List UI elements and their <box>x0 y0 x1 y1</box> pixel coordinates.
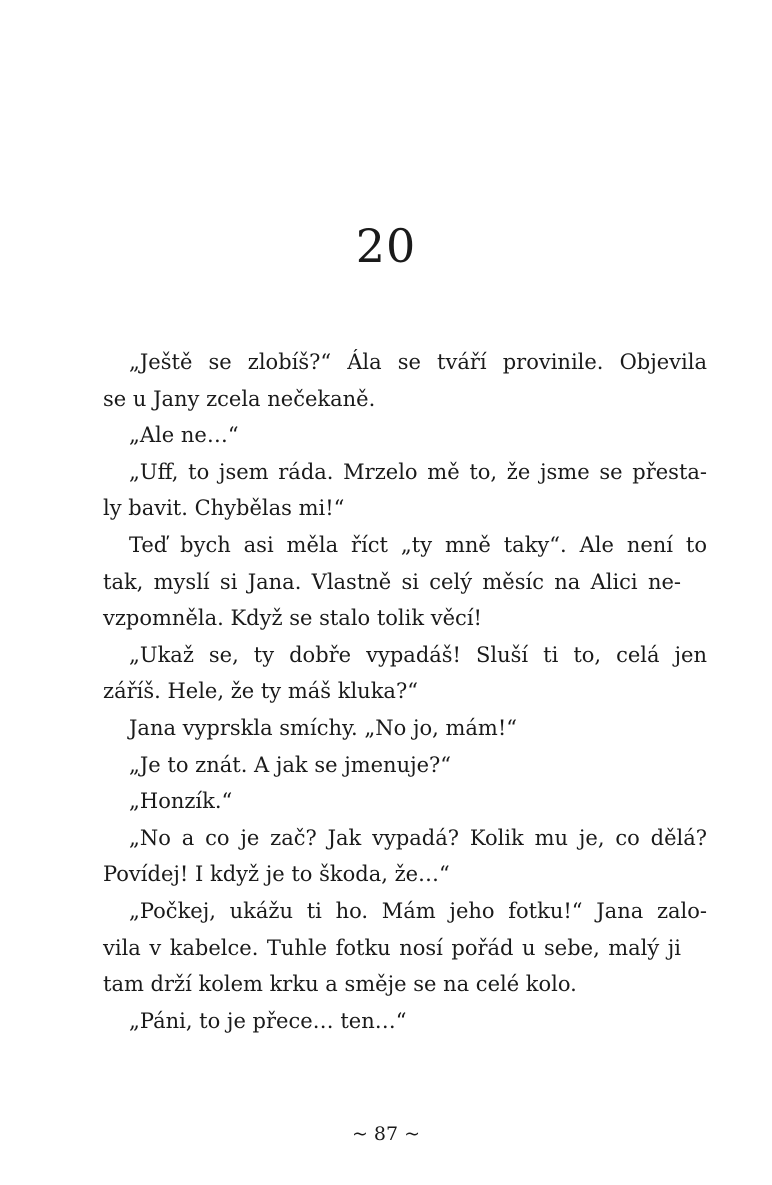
text-line: záříš. Hele, že ty máš kluka?“ <box>103 679 418 704</box>
text-line: „Počkej, ukážu ti ho. Mám jeho fotku!“ Jana zalo- <box>129 898 707 923</box>
text-line: ly bavit. Chybělas mi!“ <box>103 496 345 521</box>
text-line: vzpomněla. Když se stalo tolik věcí! <box>103 606 482 631</box>
text-line: vila v kabelce. Tuhle fotku nosí pořád u sebe, malý ji <box>103 935 681 960</box>
text-line: „Páni, to je přece… ten…“ <box>129 1008 407 1033</box>
text-line: „Ukaž se, ty dobře vypadáš! Sluší ti to, celá jen <box>129 642 707 667</box>
chapter-number: 20 <box>355 219 417 273</box>
text-line: Jana vyprskla smíchy. „No jo, mám!“ <box>129 715 517 740</box>
text-line: „Honzík.“ <box>129 789 233 814</box>
text-line: tam drží kolem krku a směje se na celé kolo. <box>103 972 577 997</box>
text-line: „Uff, to jsem ráda. Mrzelo mě to, že jsme se přesta- <box>129 459 707 484</box>
text-line: „Je to znát. A jak se jmenuje?“ <box>129 752 452 777</box>
text-line: „Ještě se zlobíš?“ Ála se tváří provinile. Objevila <box>129 350 707 374</box>
text-line: „No a co je zač? Jak vypadá? Kolik mu je, co dělá? <box>129 825 707 850</box>
text-line: tak, myslí si Jana. Vlastně si celý měsíc na Alici ne- <box>103 569 681 594</box>
text-line: Teď bych asi měla říct „ty mně taky“. Ale není to <box>129 532 707 557</box>
page-number: ~ 87 ~ <box>351 1123 421 1145</box>
body-text <box>103 344 707 1039</box>
text-line: se u Jany zcela nečekaně. <box>103 386 376 411</box>
text-line: Povídej! I když je to škoda, že…“ <box>103 862 450 887</box>
text-line: „Ale ne…“ <box>129 423 239 448</box>
